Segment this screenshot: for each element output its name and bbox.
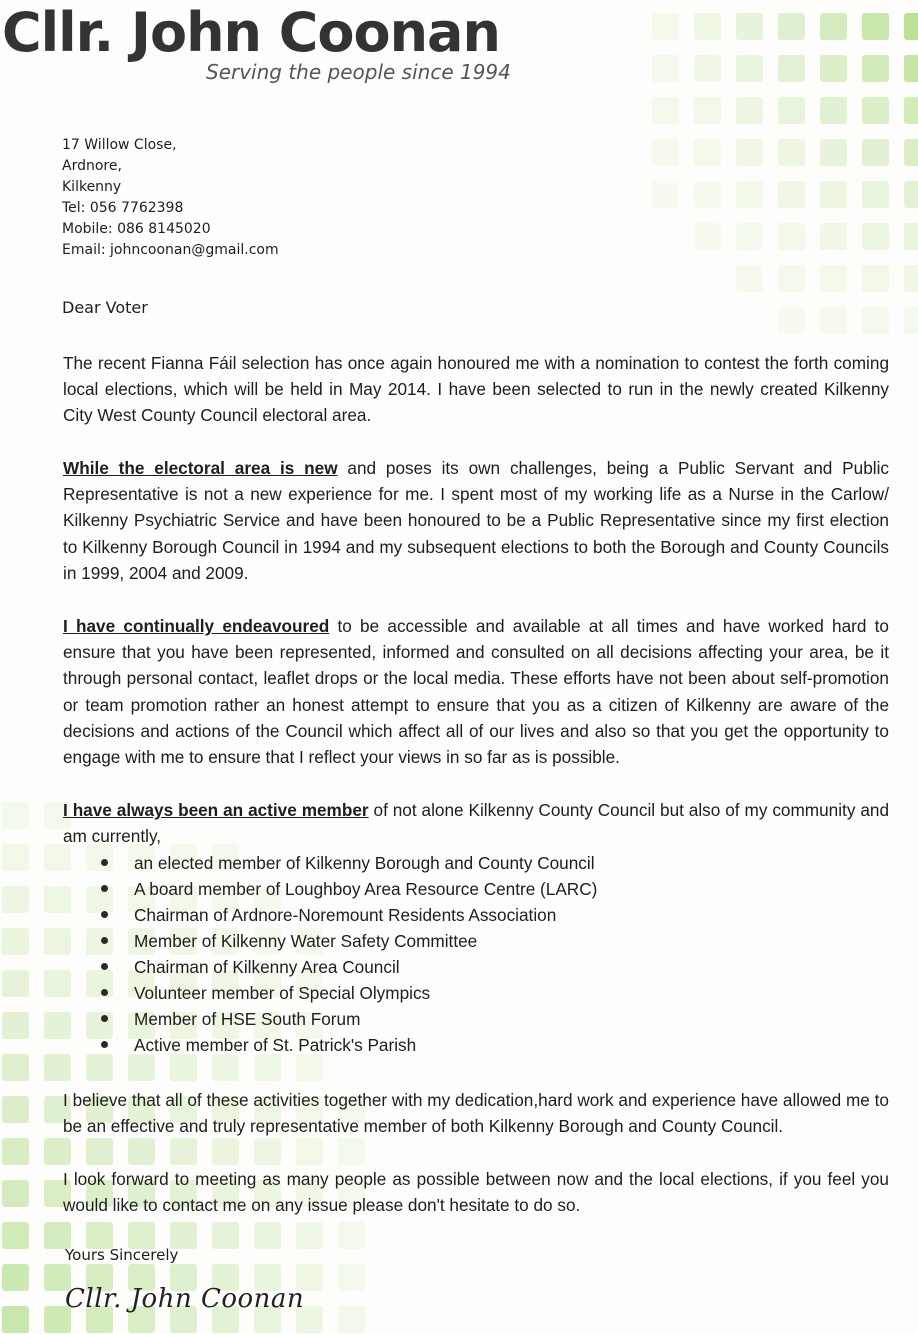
telephone: Tel: 056 7762398 <box>62 200 184 216</box>
paragraph-lead: I have continually endeavoured <box>63 616 330 636</box>
list-item: Chairman of Ardnore-Noremount Residents Association <box>100 902 597 928</box>
address-line-3: Kilkenny <box>62 179 122 195</box>
bullet-icon <box>101 963 108 970</box>
list-item: Active member of St. Patrick's Parish <box>100 1032 597 1058</box>
list-item: Member of HSE South Forum <box>100 1006 597 1032</box>
signature: Cllr. John Coonan <box>65 1284 305 1314</box>
paragraph-selection <box>63 350 889 429</box>
paragraph-contact-invite <box>63 1166 889 1218</box>
bullet-icon <box>101 1041 108 1048</box>
paragraph-accessibility <box>63 613 889 770</box>
bullet-icon <box>101 1015 108 1022</box>
email: Email: johncoonan@gmail.com <box>62 242 279 258</box>
paragraph-belief <box>63 1087 889 1139</box>
closing: Yours Sincerely <box>65 1246 179 1264</box>
membership-list <box>100 850 597 1058</box>
list-item: Chairman of Kilkenny Area Council <box>100 954 597 980</box>
paragraph-lead: While the electoral area is new <box>63 458 338 478</box>
paragraph-text: to be accessible and available at all times and have worked hard to ensure that you have been represented, informed and consulted on all decisions affecting your area, be it through personal contact, leaflet drops or the local media. These efforts have not been about self-promotion or team promotion rather an honest attempt to ensure that you as a citizen of Kilkenny are aware of the decisions and actions of the Council which affect all of our lives and also so that you get the opportunity to engage with me to ensure that I reflect your views in so far as is possible. <box>63 616 889 768</box>
paragraph-text: I look forward to meeting as many people as possible between now and the local elections, if you feel you would like to contact me on any issue please don't hesitate to do so. <box>63 1169 889 1216</box>
salutation: Dear Voter <box>62 298 148 317</box>
bullet-icon <box>101 989 108 996</box>
mobile: Mobile: 086 8145020 <box>62 221 211 237</box>
paragraph-experience <box>63 455 889 586</box>
paragraph-membership-intro <box>63 797 889 849</box>
paragraph-text: I believe that all of these activities together with my dedication,hard work and experience have allowed me to be an effective and truly representative member of both Kilkenny Borough and County Council. <box>63 1090 889 1137</box>
bullet-icon <box>101 859 108 866</box>
list-item: A board member of Loughboy Area Resource Centre (LARC) <box>100 876 597 902</box>
bullet-icon <box>101 937 108 944</box>
paragraph-text: and poses its own challenges, being a Public Servant and Public Representative is not a new experience for me. I spent most of my working life as a Nurse in the Carlow/ Kilkenny Psychiatric Service and have been honoured to be a Public Representative since my first election to Kilkenny Borough Council in 1994 and my subsequent elections to both the Borough and County Councils in 1999, 2004 and 2009. <box>63 458 889 583</box>
list-item: Member of Kilkenny Water Safety Committee <box>100 928 597 954</box>
list-item: an elected member of Kilkenny Borough and County Council <box>100 850 597 876</box>
paragraph-lead: I have always been an active member <box>63 800 369 820</box>
letterhead-name: Cllr. John Coonan <box>2 1 500 64</box>
letterhead-tagline: Serving the people since 1994 <box>206 60 511 84</box>
paragraph-text: of not alone Kilkenny County Council but also of my community and am currently, <box>63 800 890 847</box>
bullet-icon <box>101 911 108 918</box>
address-line-2: Ardnore, <box>62 158 122 174</box>
paragraph-text: The recent Fianna Fáil selection has once again honoured me with a nomination to contest the forth coming local elections, which will be held in May 2014. I have been selected to run in the newly created Kilkenny City West County Council electoral area. <box>63 353 889 426</box>
list-item: Volunteer member of Special Olympics <box>100 980 597 1006</box>
address-line-1: 17 Willow Close, <box>62 137 177 153</box>
sender-contact-block <box>62 135 279 261</box>
bullet-icon <box>101 885 108 892</box>
